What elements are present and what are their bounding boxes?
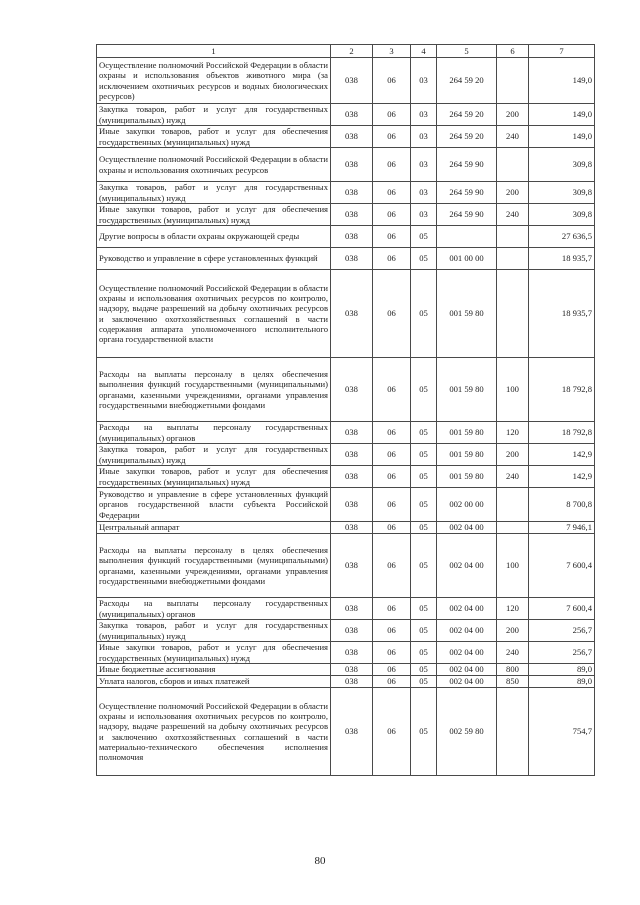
cell-amount: 256,7 xyxy=(529,620,595,642)
cell-section-code: 06 xyxy=(373,534,411,598)
row-description: Осуществление полномочий Российской Федерации в области охраны и использования охотничьих ресурсов по контролю, надзору, выдаче разрешений на добычу охотничьих ресурсов и заключению охотхозяйственных соглашений в части материально-технического обеспечения исполнения полномочия xyxy=(97,688,331,776)
cell-ministry-code: 038 xyxy=(331,664,373,676)
cell-expense-type: 240 xyxy=(497,642,529,664)
cell-target-article: 002 04 00 xyxy=(437,534,497,598)
cell-ministry-code: 038 xyxy=(331,676,373,688)
table-header-row xyxy=(97,45,595,58)
row-description: Расходы на выплаты персоналу в целях обеспечения выполнения функций государственными (муниципальными) органами, казенными учреждениями, органами управления государственными внебюджетными фондами xyxy=(97,534,331,598)
cell-target-article: 264 59 20 xyxy=(437,126,497,148)
cell-expense-type xyxy=(497,688,529,776)
cell-subsection-code: 03 xyxy=(411,204,437,226)
table-row xyxy=(97,58,595,104)
cell-section-code: 06 xyxy=(373,642,411,664)
cell-section-code: 06 xyxy=(373,688,411,776)
cell-target-article: 264 59 90 xyxy=(437,204,497,226)
row-description: Иные бюджетные ассигнования xyxy=(97,664,331,676)
column-header: 6 xyxy=(497,45,529,58)
cell-expense-type: 200 xyxy=(497,620,529,642)
cell-expense-type: 120 xyxy=(497,598,529,620)
cell-amount: 754,7 xyxy=(529,688,595,776)
cell-subsection-code: 03 xyxy=(411,58,437,104)
row-description: Расходы на выплаты персоналу в целях обеспечения выполнения функций государственными (муниципальными) органами, казенными учреждениями, органами управления государственными внебюджетными фондами xyxy=(97,358,331,422)
cell-amount: 309,8 xyxy=(529,148,595,182)
cell-subsection-code: 05 xyxy=(411,422,437,444)
cell-ministry-code: 038 xyxy=(331,620,373,642)
cell-ministry-code: 038 xyxy=(331,522,373,534)
cell-subsection-code: 05 xyxy=(411,522,437,534)
cell-target-article: 001 59 80 xyxy=(437,358,497,422)
cell-ministry-code: 038 xyxy=(331,642,373,664)
cell-ministry-code: 038 xyxy=(331,248,373,270)
cell-amount: 18 935,7 xyxy=(529,248,595,270)
cell-section-code: 06 xyxy=(373,422,411,444)
row-description: Другие вопросы в области охраны окружающей среды xyxy=(97,226,331,248)
row-description: Уплата налогов, сборов и иных платежей xyxy=(97,676,331,688)
table-row xyxy=(97,488,595,522)
cell-amount: 256,7 xyxy=(529,642,595,664)
cell-target-article: 264 59 90 xyxy=(437,148,497,182)
table-row xyxy=(97,534,595,598)
cell-target-article: 002 04 00 xyxy=(437,676,497,688)
budget-table xyxy=(96,44,595,776)
row-description: Центральный аппарат xyxy=(97,522,331,534)
row-description: Осуществление полномочий Российской Федерации в области охраны и использования охотничьих ресурсов xyxy=(97,148,331,182)
cell-amount: 142,9 xyxy=(529,466,595,488)
cell-target-article: 001 59 80 xyxy=(437,466,497,488)
table-row xyxy=(97,664,595,676)
cell-section-code: 06 xyxy=(373,104,411,126)
cell-section-code: 06 xyxy=(373,676,411,688)
cell-target-article: 002 04 00 xyxy=(437,664,497,676)
cell-expense-type: 200 xyxy=(497,182,529,204)
cell-ministry-code: 038 xyxy=(331,148,373,182)
cell-subsection-code: 05 xyxy=(411,664,437,676)
cell-target-article: 002 00 00 xyxy=(437,488,497,522)
row-description: Расходы на выплаты персоналу государственных (муниципальных) органов xyxy=(97,422,331,444)
cell-subsection-code: 05 xyxy=(411,488,437,522)
cell-subsection-code: 05 xyxy=(411,598,437,620)
table-body xyxy=(97,58,595,776)
cell-subsection-code: 03 xyxy=(411,104,437,126)
cell-expense-type: 800 xyxy=(497,664,529,676)
cell-target-article: 002 04 00 xyxy=(437,598,497,620)
cell-amount: 149,0 xyxy=(529,58,595,104)
cell-expense-type xyxy=(497,488,529,522)
cell-amount: 309,8 xyxy=(529,182,595,204)
cell-target-article: 264 59 20 xyxy=(437,58,497,104)
table-row xyxy=(97,126,595,148)
table-row xyxy=(97,204,595,226)
cell-section-code: 06 xyxy=(373,182,411,204)
row-description: Иные закупки товаров, работ и услуг для обеспечения государственных (муниципальных) нужд xyxy=(97,204,331,226)
cell-ministry-code: 038 xyxy=(331,358,373,422)
cell-target-article xyxy=(437,226,497,248)
table-row xyxy=(97,522,595,534)
cell-subsection-code: 03 xyxy=(411,126,437,148)
cell-expense-type xyxy=(497,226,529,248)
column-header: 2 xyxy=(331,45,373,58)
cell-expense-type: 100 xyxy=(497,358,529,422)
cell-expense-type xyxy=(497,522,529,534)
row-description: Иные закупки товаров, работ и услуг для обеспечения государственных (муниципальных) нужд xyxy=(97,466,331,488)
cell-section-code: 06 xyxy=(373,126,411,148)
cell-expense-type xyxy=(497,270,529,358)
cell-subsection-code: 05 xyxy=(411,270,437,358)
row-description: Закупка товаров, работ и услуг для государственных (муниципальных) нужд xyxy=(97,104,331,126)
cell-subsection-code: 05 xyxy=(411,226,437,248)
cell-section-code: 06 xyxy=(373,444,411,466)
cell-target-article: 001 59 80 xyxy=(437,270,497,358)
cell-amount: 8 700,8 xyxy=(529,488,595,522)
cell-target-article: 001 00 00 xyxy=(437,248,497,270)
table-row xyxy=(97,104,595,126)
cell-expense-type: 200 xyxy=(497,444,529,466)
cell-ministry-code: 038 xyxy=(331,126,373,148)
cell-ministry-code: 038 xyxy=(331,226,373,248)
cell-ministry-code: 038 xyxy=(331,534,373,598)
cell-ministry-code: 038 xyxy=(331,598,373,620)
cell-ministry-code: 038 xyxy=(331,422,373,444)
cell-amount: 149,0 xyxy=(529,126,595,148)
cell-ministry-code: 038 xyxy=(331,688,373,776)
cell-amount: 149,0 xyxy=(529,104,595,126)
table-row xyxy=(97,182,595,204)
cell-target-article: 002 04 00 xyxy=(437,620,497,642)
row-description: Иные закупки товаров, работ и услуг для обеспечения государственных (муниципальных) нужд xyxy=(97,126,331,148)
cell-section-code: 06 xyxy=(373,598,411,620)
column-header: 3 xyxy=(373,45,411,58)
cell-ministry-code: 038 xyxy=(331,466,373,488)
table-row xyxy=(97,688,595,776)
cell-expense-type: 100 xyxy=(497,534,529,598)
cell-ministry-code: 038 xyxy=(331,58,373,104)
cell-section-code: 06 xyxy=(373,270,411,358)
row-description: Руководство и управление в сфере установленных функций xyxy=(97,248,331,270)
table-row xyxy=(97,422,595,444)
page-number: 80 xyxy=(314,855,326,867)
table-row xyxy=(97,270,595,358)
cell-section-code: 06 xyxy=(373,488,411,522)
cell-amount: 18 792,8 xyxy=(529,422,595,444)
cell-subsection-code: 05 xyxy=(411,642,437,664)
cell-subsection-code: 05 xyxy=(411,248,437,270)
table-row xyxy=(97,676,595,688)
row-description: Закупка товаров, работ и услуг для государственных (муниципальных) нужд xyxy=(97,444,331,466)
column-header: 1 xyxy=(97,45,331,58)
table-row xyxy=(97,444,595,466)
cell-amount: 7 600,4 xyxy=(529,534,595,598)
cell-expense-type xyxy=(497,148,529,182)
cell-subsection-code: 05 xyxy=(411,676,437,688)
row-description: Осуществление полномочий Российской Федерации в области охраны и использования охотничьих ресурсов по контролю, надзору, выдаче разрешений на добычу охотничьих ресурсов и заключению охотхозяйственных соглашений в части содержания аппарата уполномоченного исполнительного органа государственной власти xyxy=(97,270,331,358)
row-description: Руководство и управление в сфере установленных функций органов государственной власти субъекта Российской Федерации xyxy=(97,488,331,522)
cell-section-code: 06 xyxy=(373,620,411,642)
cell-subsection-code: 05 xyxy=(411,688,437,776)
cell-section-code: 06 xyxy=(373,204,411,226)
cell-section-code: 06 xyxy=(373,148,411,182)
cell-subsection-code: 05 xyxy=(411,444,437,466)
cell-amount: 7 946,1 xyxy=(529,522,595,534)
cell-expense-type: 240 xyxy=(497,466,529,488)
cell-subsection-code: 05 xyxy=(411,534,437,598)
table-row xyxy=(97,642,595,664)
table-row xyxy=(97,466,595,488)
column-header: 5 xyxy=(437,45,497,58)
row-description: Осуществление полномочий Российской Федерации в области охраны и использования объектов животного мира (за исключением охотничьих ресурсов и водных биологических ресурсов) xyxy=(97,58,331,104)
cell-ministry-code: 038 xyxy=(331,204,373,226)
cell-target-article: 264 59 20 xyxy=(437,104,497,126)
cell-amount: 27 636,5 xyxy=(529,226,595,248)
cell-target-article: 002 59 80 xyxy=(437,688,497,776)
cell-expense-type xyxy=(497,58,529,104)
cell-ministry-code: 038 xyxy=(331,488,373,522)
cell-section-code: 06 xyxy=(373,522,411,534)
cell-section-code: 06 xyxy=(373,58,411,104)
row-description: Иные закупки товаров, работ и услуг для обеспечения государственных (муниципальных) нужд xyxy=(97,642,331,664)
cell-section-code: 06 xyxy=(373,466,411,488)
cell-amount: 18 792,8 xyxy=(529,358,595,422)
cell-target-article: 002 04 00 xyxy=(437,522,497,534)
table-row xyxy=(97,620,595,642)
cell-target-article: 001 59 80 xyxy=(437,444,497,466)
table-row xyxy=(97,598,595,620)
cell-expense-type: 240 xyxy=(497,126,529,148)
cell-subsection-code: 05 xyxy=(411,620,437,642)
table-row xyxy=(97,248,595,270)
cell-amount: 89,0 xyxy=(529,676,595,688)
cell-ministry-code: 038 xyxy=(331,182,373,204)
table-row xyxy=(97,148,595,182)
table-row xyxy=(97,358,595,422)
cell-subsection-code: 03 xyxy=(411,148,437,182)
cell-expense-type: 240 xyxy=(497,204,529,226)
cell-amount: 89,0 xyxy=(529,664,595,676)
cell-amount: 7 600,4 xyxy=(529,598,595,620)
cell-expense-type: 200 xyxy=(497,104,529,126)
cell-expense-type xyxy=(497,248,529,270)
cell-expense-type: 850 xyxy=(497,676,529,688)
table-row xyxy=(97,226,595,248)
row-description: Закупка товаров, работ и услуг для государственных (муниципальных) нужд xyxy=(97,620,331,642)
cell-expense-type: 120 xyxy=(497,422,529,444)
cell-subsection-code: 03 xyxy=(411,182,437,204)
cell-section-code: 06 xyxy=(373,226,411,248)
cell-subsection-code: 05 xyxy=(411,466,437,488)
cell-subsection-code: 05 xyxy=(411,358,437,422)
cell-ministry-code: 038 xyxy=(331,444,373,466)
cell-section-code: 06 xyxy=(373,358,411,422)
cell-target-article: 002 04 00 xyxy=(437,642,497,664)
cell-amount: 309,8 xyxy=(529,204,595,226)
cell-ministry-code: 038 xyxy=(331,104,373,126)
cell-ministry-code: 038 xyxy=(331,270,373,358)
cell-amount: 142,9 xyxy=(529,444,595,466)
cell-target-article: 264 59 90 xyxy=(437,182,497,204)
column-header: 4 xyxy=(411,45,437,58)
row-description: Расходы на выплаты персоналу государственных (муниципальных) органов xyxy=(97,598,331,620)
row-description: Закупка товаров, работ и услуг для государственных (муниципальных) нужд xyxy=(97,182,331,204)
cell-section-code: 06 xyxy=(373,248,411,270)
cell-target-article: 001 59 80 xyxy=(437,422,497,444)
cell-amount: 18 935,7 xyxy=(529,270,595,358)
column-header: 7 xyxy=(529,45,595,58)
cell-section-code: 06 xyxy=(373,664,411,676)
